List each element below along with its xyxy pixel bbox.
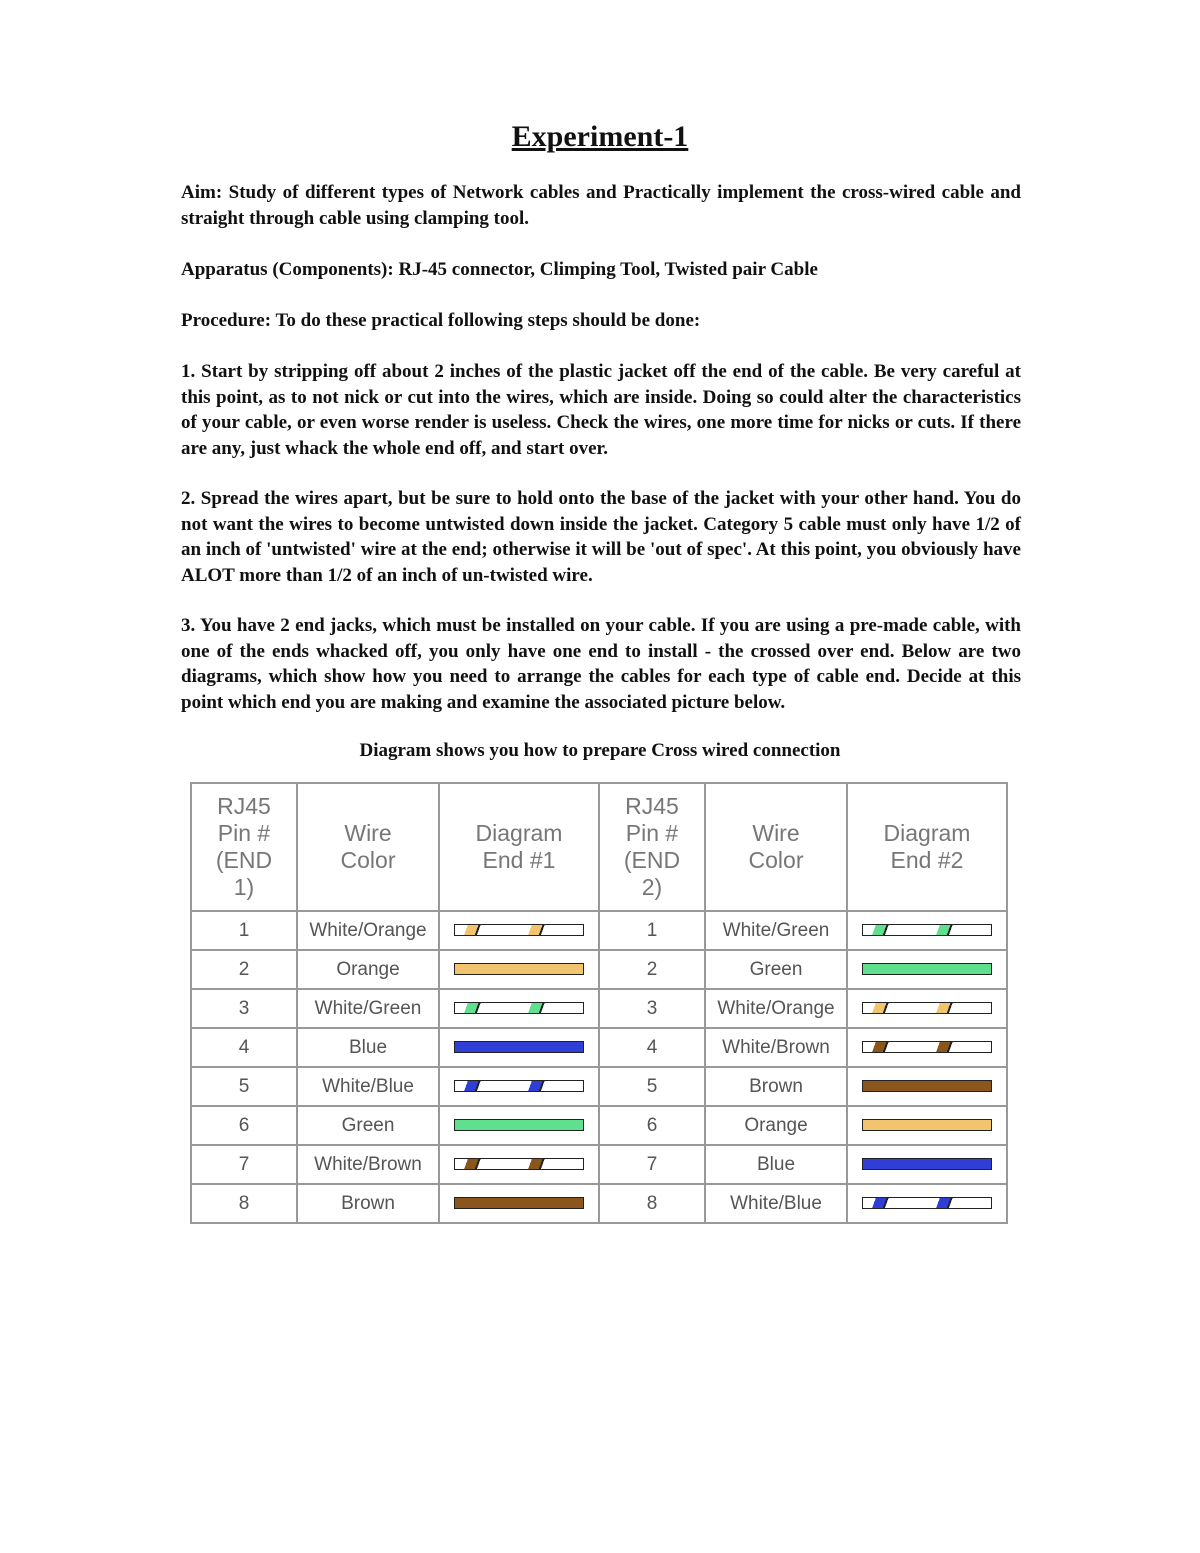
wire-color-end1: Green — [297, 1106, 439, 1145]
aim-paragraph — [181, 180, 1021, 231]
header-wire-color-end2: Wire Color — [705, 783, 847, 911]
table-header-row — [191, 783, 1007, 911]
wire-color-end2: Blue — [705, 1145, 847, 1184]
wire-color-end2: White/Green — [705, 911, 847, 950]
diagram-end1 — [439, 1106, 599, 1145]
pin-number-end1: 8 — [191, 1184, 297, 1223]
wire-color-end1: White/Green — [297, 989, 439, 1028]
table-row — [191, 1028, 1007, 1067]
white-orange-wire-swatch — [862, 1002, 992, 1014]
diagram-end1 — [439, 1028, 599, 1067]
diagram-end2 — [847, 1106, 1007, 1145]
wire-color-end2: White/Blue — [705, 1184, 847, 1223]
pin-number-end1: 5 — [191, 1067, 297, 1106]
diagram-end2 — [847, 1067, 1007, 1106]
wire-color-end1: Orange — [297, 950, 439, 989]
white-green-wire-swatch — [862, 924, 992, 936]
orange-wire-swatch — [454, 963, 584, 975]
header-wire-color-end1: Wire Color — [297, 783, 439, 911]
diagram-end2 — [847, 1028, 1007, 1067]
pin-number-end2: 3 — [599, 989, 705, 1028]
white-blue-wire-swatch — [454, 1080, 584, 1092]
aim-label: Aim: — [181, 182, 223, 203]
diagram-end2 — [847, 1145, 1007, 1184]
pin-number-end1: 2 — [191, 950, 297, 989]
wire-color-end2: White/Orange — [705, 989, 847, 1028]
diagram-end1 — [439, 1145, 599, 1184]
white-green-wire-swatch — [454, 1002, 584, 1014]
wire-color-end1: Blue — [297, 1028, 439, 1067]
diagram-end1 — [439, 989, 599, 1028]
pin-number-end2: 2 — [599, 950, 705, 989]
diagram-end1 — [439, 911, 599, 950]
diagram-end2 — [847, 1184, 1007, 1223]
table-row — [191, 950, 1007, 989]
wire-color-end2: Brown — [705, 1067, 847, 1106]
pin-number-end1: 1 — [191, 911, 297, 950]
table-row — [191, 1184, 1007, 1223]
procedure-paragraph — [181, 308, 1021, 334]
pin-number-end1: 3 — [191, 989, 297, 1028]
wire-color-end1: Brown — [297, 1184, 439, 1223]
diagram-end1 — [439, 1067, 599, 1106]
procedure-text: To do these practical following steps should be done: — [275, 310, 701, 331]
orange-wire-swatch — [862, 1119, 992, 1131]
apparatus-paragraph — [181, 257, 1021, 283]
pin-number-end2: 5 — [599, 1067, 705, 1106]
brown-wire-swatch — [862, 1080, 992, 1092]
header-pin-end1: RJ45 Pin # (END 1) — [191, 783, 297, 911]
step-1: 1. Start by stripping off about 2 inches of the plastic jacket off the end of the cable. Be very careful at this point, as to not nick or cut into the wires, which are inside. Doing so could alter the characteristics of your cable, or even worse render is useless. Check the wires, one more time for nicks or cuts. If there are any, just whack the whole end off, and start over. — [181, 361, 1021, 459]
wire-color-end1: White/Brown — [297, 1145, 439, 1184]
apparatus-text: RJ-45 connector, Climping Tool, Twisted pair Cable — [398, 259, 818, 280]
pin-number-end1: 6 — [191, 1106, 297, 1145]
diagram-end2 — [847, 950, 1007, 989]
apparatus-label: Apparatus (Components): — [181, 259, 394, 280]
pin-number-end2: 8 — [599, 1184, 705, 1223]
wire-table-body — [191, 911, 1007, 1223]
green-wire-swatch — [454, 1119, 584, 1131]
pin-number-end1: 4 — [191, 1028, 297, 1067]
wire-color-end2: Green — [705, 950, 847, 989]
table-row — [191, 989, 1007, 1028]
diagram-end1 — [439, 1184, 599, 1223]
white-brown-wire-swatch — [454, 1158, 584, 1170]
white-blue-wire-swatch — [862, 1197, 992, 1209]
green-wire-swatch — [862, 963, 992, 975]
wire-color-end1: White/Blue — [297, 1067, 439, 1106]
pin-number-end2: 6 — [599, 1106, 705, 1145]
header-diagram-end1: Diagram End #1 — [439, 783, 599, 911]
header-pin-end2: RJ45 Pin # (END 2) — [599, 783, 705, 911]
diagram-end2 — [847, 911, 1007, 950]
pin-number-end2: 7 — [599, 1145, 705, 1184]
wire-color-end1: White/Orange — [297, 911, 439, 950]
step-3: 3. You have 2 end jacks, which must be installed on your cable. If you are using a pre-made cable, with one of the ends whacked off, you only have one end to install - the crossed over end. Below are two diagrams, which show how you need to arrange the cables for each type of cable end. Decide at this point which end you are making and examine the associated picture below. — [181, 615, 1021, 713]
diagram-caption: Diagram shows you how to prepare Cross wired connection — [359, 740, 841, 761]
wire-color-table — [190, 782, 1008, 1224]
pin-number-end2: 4 — [599, 1028, 705, 1067]
table-row — [191, 1145, 1007, 1184]
page-title: Experiment-1 — [511, 120, 689, 153]
blue-wire-swatch — [862, 1158, 992, 1170]
diagram-end1 — [439, 950, 599, 989]
brown-wire-swatch — [454, 1197, 584, 1209]
white-orange-wire-swatch — [454, 924, 584, 936]
header-diagram-end2: Diagram End #2 — [847, 783, 1007, 911]
aim-text: Study of different types of Network cables and Practically implement the cross-wired cable and straight through cable using clamping tool. — [181, 182, 1021, 229]
wire-color-end2: White/Brown — [705, 1028, 847, 1067]
diagram-end2 — [847, 989, 1007, 1028]
table-row — [191, 1067, 1007, 1106]
table-row — [191, 911, 1007, 950]
procedure-label: Procedure: — [181, 310, 272, 331]
pin-number-end1: 7 — [191, 1145, 297, 1184]
pin-number-end2: 1 — [599, 911, 705, 950]
table-row — [191, 1106, 1007, 1145]
wire-color-end2: Orange — [705, 1106, 847, 1145]
white-brown-wire-swatch — [862, 1041, 992, 1053]
blue-wire-swatch — [454, 1041, 584, 1053]
step-2: 2. Spread the wires apart, but be sure to hold onto the base of the jacket with your other hand. You do not want the wires to become untwisted down inside the jacket. Category 5 cable must only have 1/2 of an inch of 'untwisted' wire at the end; otherwise it will be 'out of spec'. At this point, you obviously have ALOT more than 1/2 of an inch of un-twisted wire. — [181, 488, 1021, 586]
